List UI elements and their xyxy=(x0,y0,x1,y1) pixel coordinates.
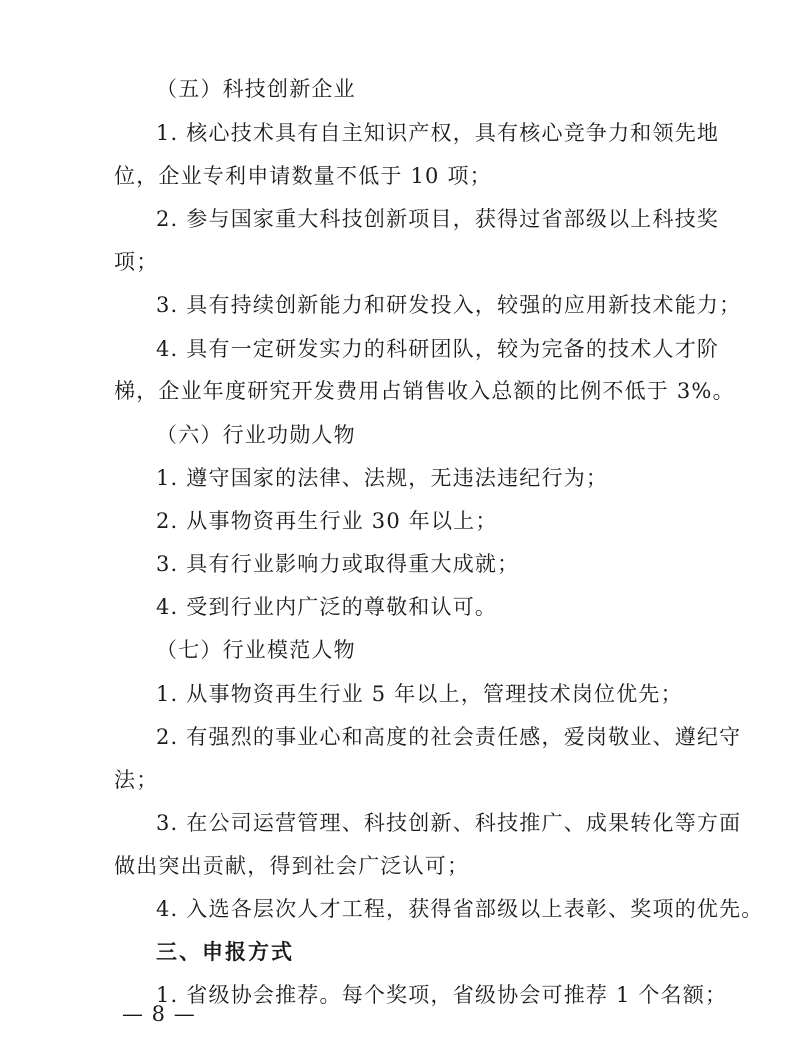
paragraph-line: 4. 受到行业内广泛的尊敬和认可。 xyxy=(156,595,498,619)
paragraph-line: 梯，企业年度研究开发费用占销售收入总额的比例不低于 3%。 xyxy=(114,379,735,403)
paragraph-line: 4. 具有一定研发实力的科研团队，较为完备的技术人才阶 xyxy=(156,337,720,361)
paragraph-line: 1. 遵守国家的法律、法规，无违法违纪行为； xyxy=(156,466,609,490)
section-heading-3: 三、申报方式 xyxy=(156,940,294,964)
page-number: — 8 — xyxy=(122,1002,196,1026)
paragraph-line: 1. 核心技术具有自主知识产权，具有核心竞争力和领先地 xyxy=(156,121,720,145)
section-heading-5: （五）科技创新企业 xyxy=(156,77,356,101)
paragraph-line: 2. 有强烈的事业心和高度的社会责任感，爱岗敬业、遵纪守 xyxy=(156,725,742,749)
paragraph-line: 4. 入选各层次人才工程，获得省部级以上表彰、奖项的优先。 xyxy=(156,897,764,921)
paragraph-line: 1. 省级协会推荐。每个奖项，省级协会可推荐 1 个名额； xyxy=(156,983,728,1007)
section-heading-7: （七）行业模范人物 xyxy=(156,638,356,662)
section-heading-6: （六）行业功勋人物 xyxy=(156,423,356,447)
paragraph-line: 法； xyxy=(114,768,159,792)
paragraph-line: 2. 从事物资再生行业 30 年以上； xyxy=(156,509,498,533)
paragraph-line: 项； xyxy=(114,250,159,274)
paragraph-line: 做出突出贡献，得到社会广泛认可； xyxy=(114,854,470,878)
paragraph-line: 3. 在公司运营管理、科技创新、科技推广、成果转化等方面 xyxy=(156,811,742,835)
paragraph-line: 1. 从事物资再生行业 5 年以上，管理技术岗位优先； xyxy=(156,682,683,706)
paragraph-line: 3. 具有行业影响力或取得重大成就； xyxy=(156,552,520,576)
paragraph-line: 位，企业专利申请数量不低于 10 项； xyxy=(114,164,492,188)
paragraph-line: 2. 参与国家重大科技创新项目，获得过省部级以上科技奖 xyxy=(156,207,720,231)
paragraph-line: 3. 具有持续创新能力和研发投入，较强的应用新技术能力； xyxy=(156,293,742,317)
